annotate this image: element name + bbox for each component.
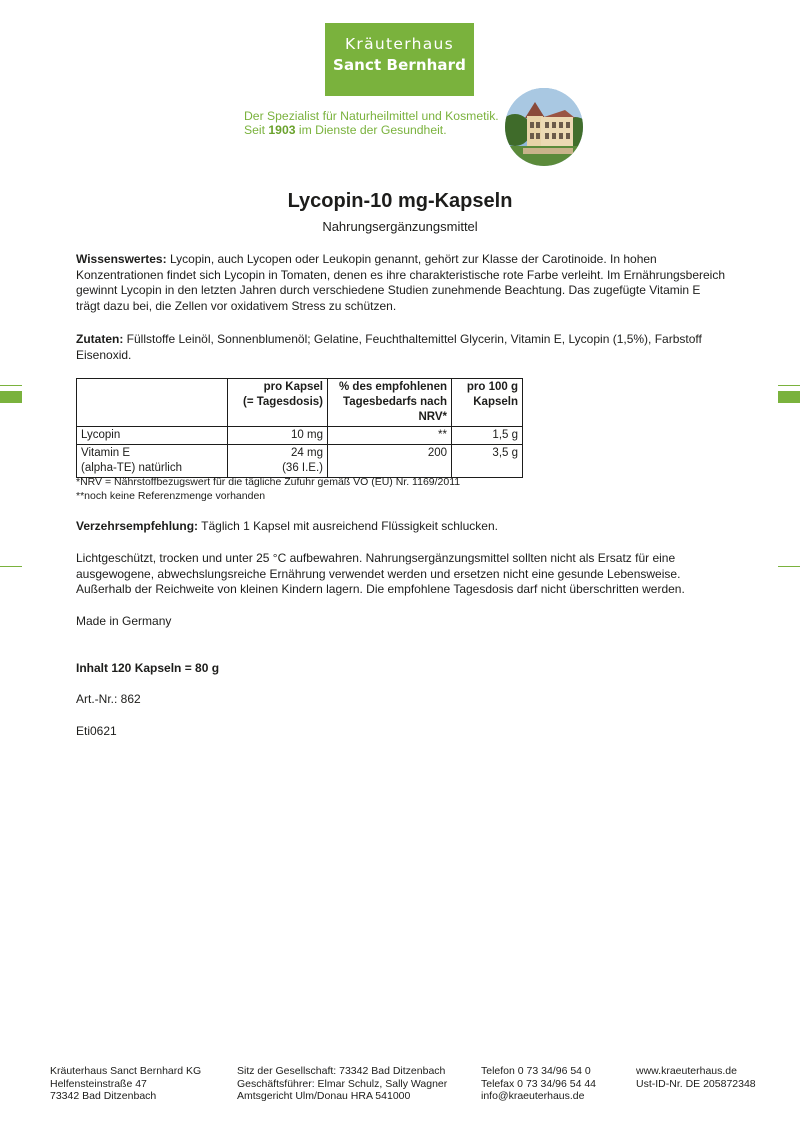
footer-vat-id: Ust-ID-Nr. DE 205872348 <box>636 1077 756 1090</box>
fold-mark-right-bottom <box>778 566 800 567</box>
table-cell: 200 <box>328 445 452 478</box>
fold-mark-right-block <box>778 391 800 403</box>
table-header-row <box>77 379 523 427</box>
footer-phone: Telefon 0 73 34/96 54 0 <box>481 1065 591 1077</box>
product-title: Lycopin-10 mg-Kapseln <box>287 190 513 212</box>
info-label: Wissenswertes: <box>76 252 167 266</box>
founding-year: 1903 <box>268 123 296 137</box>
table-row <box>77 445 523 478</box>
footer-city: 73342 Bad Ditzenbach <box>50 1090 157 1102</box>
footer-legal <box>237 1065 447 1103</box>
product-subtitle: Nahrungsergänzungsmittel <box>322 219 478 234</box>
brand-logo <box>325 23 474 96</box>
table-cell: 1,5 g <box>452 427 523 445</box>
usage-label: Verzehrsempfehlung: <box>76 519 199 533</box>
table-header-nrv: % des empfohlenen Tagesbedarfs nach NRV* <box>328 379 452 427</box>
tagline-line2: Seit 1903 im Dienste der Gesundheit. <box>244 123 447 137</box>
footer-company-name: Kräuterhaus Sanct Bernhard KG <box>50 1065 202 1077</box>
ingredients-paragraph <box>76 332 726 363</box>
ingredients-text: Füllstoffe Leinöl, Sonnenblumenöl; Gelatine, Feuchthaltemittel Glycerin, Vitamin E, Lycopin (1,5%), Farbstoff Eisenoxid. <box>76 332 702 362</box>
usage-paragraph <box>76 519 726 535</box>
footer-managers: Geschäftsführer: Elmar Schulz, Sally Wagner <box>237 1077 448 1090</box>
table-cell: 3,5 g <box>452 445 523 478</box>
content-amount: Inhalt 120 Kapseln = 80 g <box>76 661 220 675</box>
table-cell: 24 mg (36 I.E.) <box>228 445 328 478</box>
nutrition-table <box>76 378 523 478</box>
table-cell: ** <box>328 427 452 445</box>
info-text: Lycopin, auch Lycopen oder Leukopin genannt, gehört zur Klasse der Carotinoide. In hohen Konzentrationen findet sich Lycopin in Tomaten, denen es ihre charakteristische rote Farbe verleiht. Im Ernährungsbereich gewinnt Lycopin in den letzten Jahren durch verschiedene Studien zunehmende Beachtung. Das zugefügte Vitamin E trägt dazu bei, die Zellen vor oxidativem Stress zu schützen. <box>76 252 726 313</box>
footer-seat: Sitz der Gesellschaft: 73342 Bad Ditzenbach <box>237 1065 446 1077</box>
table-row <box>77 427 523 445</box>
usage-text: Täglich 1 Kapsel mit ausreichend Flüssigkeit schlucken. <box>198 519 498 533</box>
table-cell: 10 mg <box>228 427 328 445</box>
building-photo <box>505 88 583 166</box>
brand-tagline <box>244 109 499 137</box>
brand-logo-line1: Kräuterhaus <box>344 35 455 53</box>
footer-contact <box>481 1065 596 1103</box>
footer-web <box>636 1065 756 1090</box>
fold-mark-left-top <box>0 385 22 386</box>
table-header-per-100g: pro 100 g Kapseln <box>452 379 523 427</box>
fold-mark-left-bottom <box>0 566 22 567</box>
tagline-line1: Der Spezialist für Naturheilmittel und Kosmetik. <box>244 109 499 123</box>
nrv-footnote: *NRV = Nährstoffbezugswert für die tägliche Zufuhr gemäß VO (EU) Nr. 1169/2011 <box>76 476 461 488</box>
reference-footnote: **noch keine Referenzmenge vorhanden <box>76 490 266 502</box>
footer-register: Amtsgericht Ulm/Donau HRA 541000 <box>237 1090 411 1102</box>
fold-mark-left-block <box>0 391 22 403</box>
table-cell: Vitamin E (alpha-TE) natürlich <box>77 445 228 478</box>
fold-mark-right-top <box>778 385 800 386</box>
footer-website: www.kraeuterhaus.de <box>636 1065 737 1077</box>
footer-company <box>50 1065 201 1103</box>
footer-fax: Telefax 0 73 34/96 54 44 <box>481 1077 597 1090</box>
footer-street: Helfensteinstraße 47 <box>50 1077 147 1090</box>
storage-paragraph: Lichtgeschützt, trocken und unter 25 °C aufbewahren. Nahrungsergänzungsmittel sollten nicht als Ersatz für eine ausgewogene, abwechslungsreiche Ernährung verwendet werden und ersetzen nicht eine gesunde Lebensweise. Außerhalb der Reichweite von kleinen Kindern lagern. Die empfohlene Tagesdosis darf nicht überschritten werden. <box>76 551 685 596</box>
article-number: Art.-Nr.: 862 <box>76 692 141 706</box>
label-code: Eti0621 <box>76 724 117 738</box>
footer-email: info@kraeuterhaus.de <box>481 1090 585 1102</box>
brand-logo-line2: Sanct Bernhard <box>333 56 466 74</box>
table-header-per-capsule: pro Kapsel (= Tagesdosis) <box>228 379 328 427</box>
info-paragraph <box>76 252 726 314</box>
made-in: Made in Germany <box>76 614 172 628</box>
table-cell: Lycopin <box>77 427 228 445</box>
ingredients-label: Zutaten: <box>76 332 124 346</box>
table-header-empty <box>77 379 228 427</box>
